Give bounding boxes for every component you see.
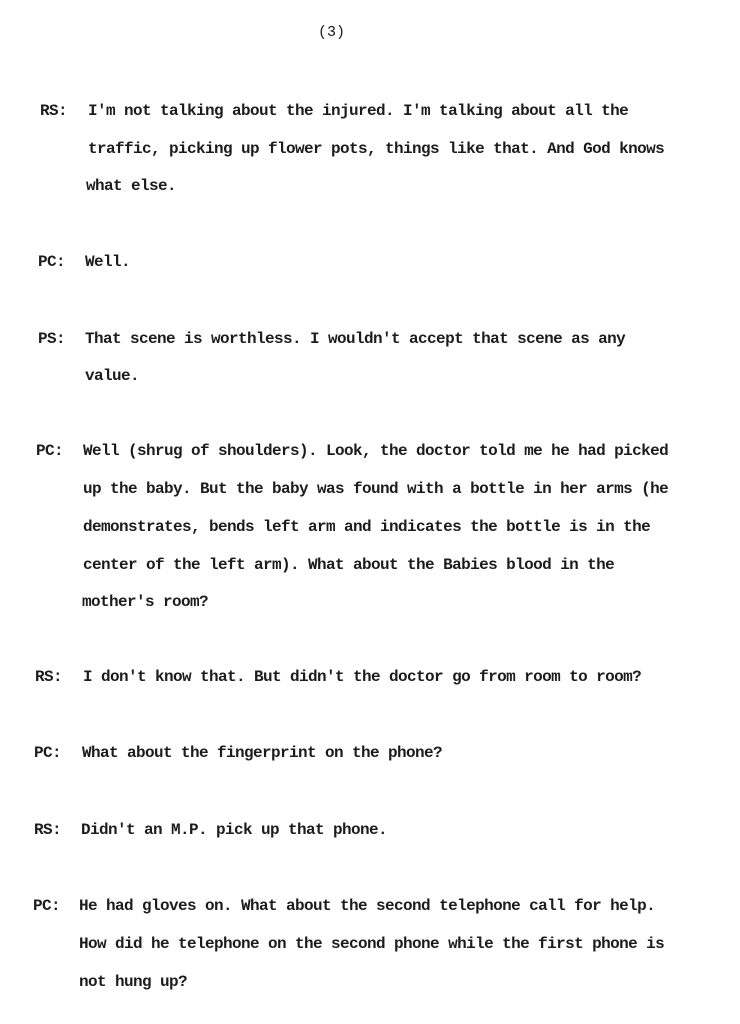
dialogue-line: Well (shrug of shoulders). Look, the doctor told me he had picked	[83, 442, 669, 460]
dialogue-line: center of the left arm). What about the Babies blood in the	[83, 556, 615, 574]
dialogue-line: I don't know that. But didn't the doctor go from room to room?	[83, 668, 642, 686]
dialogue-line: not hung up?	[79, 973, 188, 991]
speaker-label: RS:	[34, 821, 62, 839]
dialogue-line: That scene is worthless. I wouldn't accept that scene as any	[85, 330, 626, 348]
dialogue-line: value.	[85, 367, 140, 385]
dialogue-line: mother's room?	[82, 593, 209, 611]
dialogue-line: demonstrates, bends left arm and indicates the bottle is in the	[83, 518, 651, 536]
page-number: (3)	[318, 24, 346, 41]
dialogue-line: Didn't an M.P. pick up that phone.	[81, 821, 388, 839]
dialogue-line: How did he telephone on the second phone while the first phone is	[79, 935, 665, 953]
speaker-label: RS:	[35, 668, 63, 686]
dialogue-line: What about the fingerprint on the phone?	[82, 744, 443, 762]
dialogue-line: He had gloves on. What about the second telephone call for help.	[79, 897, 656, 915]
dialogue-line: what else.	[86, 177, 177, 195]
speaker-label: PC:	[33, 897, 61, 915]
speaker-label: PC:	[38, 253, 66, 271]
speaker-label: PC:	[36, 442, 64, 460]
dialogue-line: traffic, picking up flower pots, things like that. And God knows	[88, 140, 665, 158]
dialogue-line: I'm not talking about the injured. I'm talking about all the	[88, 102, 629, 120]
dialogue-line: up the baby. But the baby was found with a bottle in her arms (he	[83, 480, 669, 498]
dialogue-line: Well.	[85, 253, 131, 271]
speaker-label: PC:	[34, 744, 62, 762]
speaker-label: PS:	[38, 330, 66, 348]
speaker-label: RS:	[40, 102, 68, 120]
